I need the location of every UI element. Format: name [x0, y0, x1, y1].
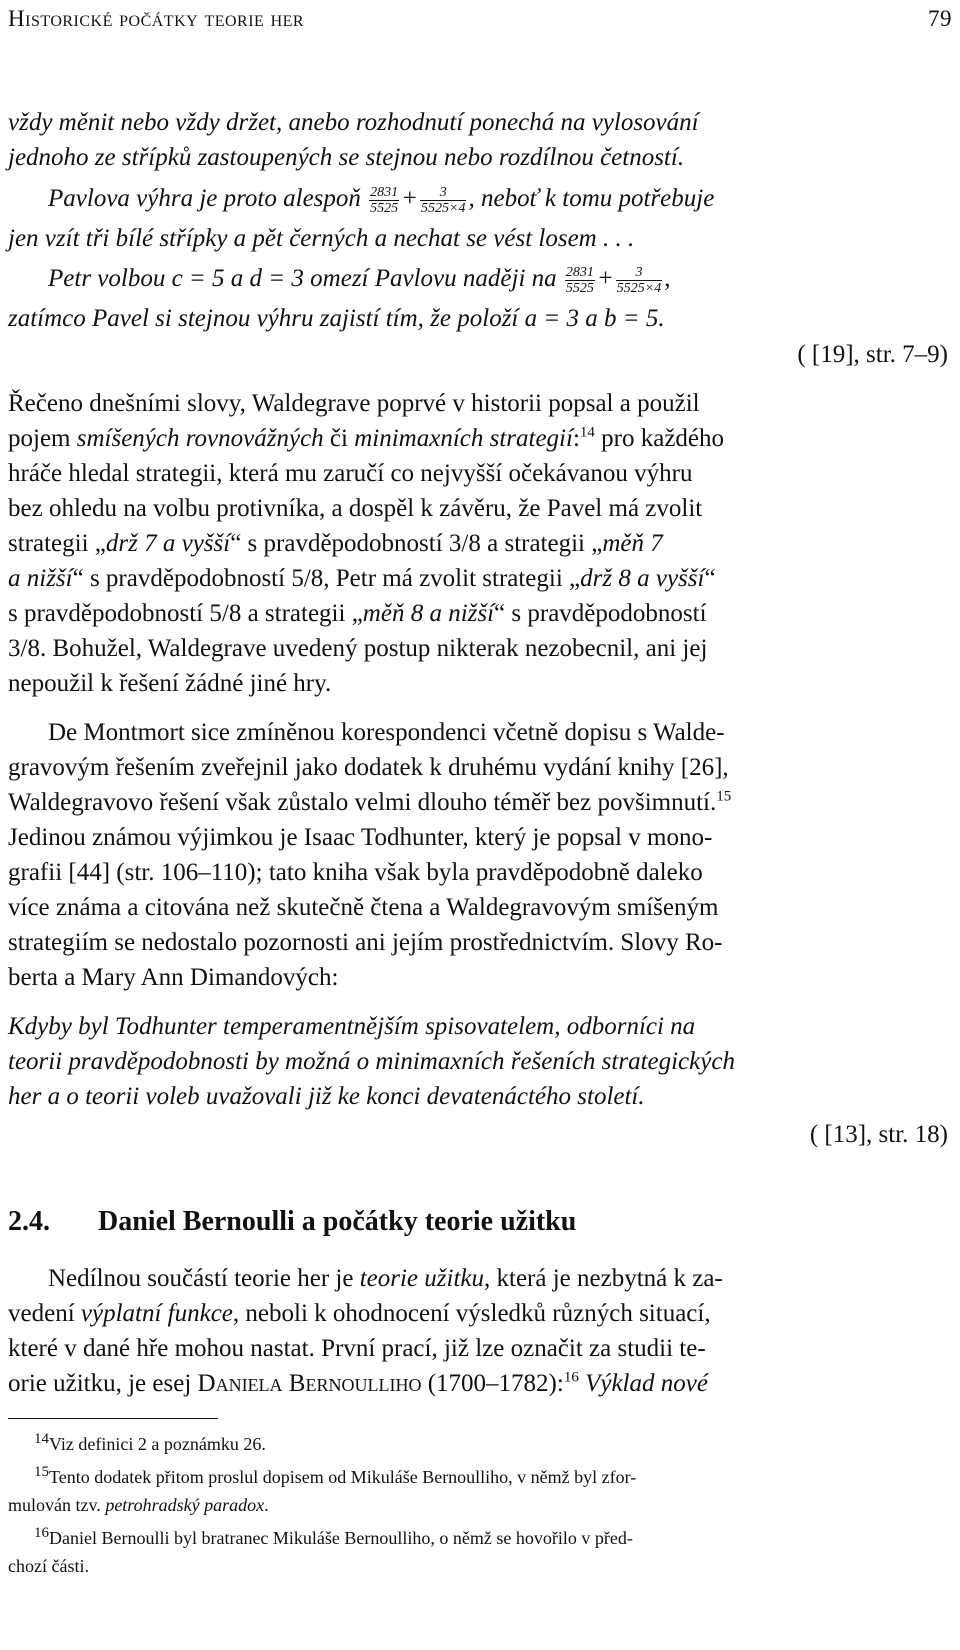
- quote-line: teorii pravděpodobnosti by možná o minimaxních řešeních strategických: [8, 1048, 735, 1075]
- footnote-ref[interactable]: 14: [579, 424, 595, 441]
- paragraph-line: Jedinou známou výjimkou je Isaac Todhunter, který je popsal v mono-: [8, 824, 713, 851]
- text: , která je nezbytná k za-: [484, 1265, 723, 1292]
- paragraph-line: které v dané hře mohou nastat. První prací, již lze označit za studii te-: [8, 1335, 706, 1362]
- footnote-text: Daniel Bernoulli byl bratranec Mikuláše Bernoulliho, o němž se hovořilo v před-: [49, 1528, 633, 1548]
- quote-line: zatímco Pavel si stejnou výhru zajistí tím, že položí a = 3 a b = 5.: [8, 305, 665, 332]
- emphasis-text: a nižší: [8, 565, 73, 592]
- emphasis-text: drž 7 a vyšší: [105, 530, 231, 557]
- fraction: [616, 265, 662, 296]
- footnote-16-continued: chozí části.: [8, 1556, 89, 1576]
- quote-line: Kdyby byl Todhunter temperamentnějším spisovatelem, odborníci na: [8, 1013, 696, 1040]
- footnote-text: Tento dodatek přitom proslul dopisem od Mikuláše Bernoulliho, v němž byl zfor-: [49, 1467, 637, 1487]
- numerator: 2831: [565, 264, 594, 280]
- text: “: [704, 565, 716, 592]
- text: :: [572, 425, 580, 452]
- numerator: 2831: [370, 184, 399, 200]
- quote-line: vždy měnit nebo vždy držet, anebo rozhodnutí ponechá na vylosování: [8, 109, 699, 136]
- text: (1700–1782):: [421, 1370, 564, 1397]
- footnote-number: 16: [34, 1525, 49, 1541]
- text: či: [323, 425, 355, 452]
- numerator: 3: [420, 185, 466, 201]
- section-heading: [8, 1206, 576, 1238]
- footnote-15: [8, 1465, 948, 1489]
- footnote-number: 15: [34, 1464, 49, 1480]
- paragraph-line: [8, 599, 948, 629]
- quote-text: Petr volbou c = 5 a d = 3 omezí Pavlovu naději na: [48, 265, 557, 292]
- text: vedení: [8, 1300, 81, 1327]
- emphasis-text: měň 7: [602, 530, 663, 557]
- quote-line: her a o teorii voleb uvažovali již ke konci devatenáctého století.: [8, 1083, 645, 1110]
- footnote-number: 14: [34, 1431, 49, 1447]
- paragraph-line: nepoužil k řešení žádné jiné hry.: [8, 670, 332, 697]
- paragraph-line: [8, 424, 948, 454]
- emphasis-text: Výklad nové: [578, 1370, 708, 1397]
- section-title: Daniel Bernoulli a počátky teorie užitku: [98, 1206, 577, 1237]
- quote-citation: ( [13], str. 18): [809, 1121, 948, 1148]
- text: “ s pravděpodobností: [494, 600, 707, 627]
- paragraph-line: [8, 1264, 948, 1294]
- running-header: [8, 2, 952, 32]
- paragraph-line: De Montmort sice zmíněnou korespondenci včetně dopisu s Walde-: [48, 719, 725, 746]
- quote-line: jen vzít tři bílé střípky a pět černých a nechat se vést losem . . .: [8, 225, 635, 252]
- denominator: 5525: [565, 280, 594, 296]
- paragraph-line: [8, 1299, 948, 1329]
- quote-line-fraction: [8, 184, 948, 216]
- text: Nedílnou součástí teorie her je: [48, 1265, 360, 1292]
- text: s pravděpodobností 5/8 a strategii „: [8, 600, 363, 627]
- denominator: 5525×4: [421, 200, 466, 216]
- author-name: Daniela Bernoulliho: [197, 1370, 422, 1397]
- quote-text: Pavlova výhra je proto alespoň: [48, 185, 361, 212]
- footnote-text: .: [264, 1495, 269, 1515]
- emphasis-text: výplatní funkce: [80, 1300, 233, 1327]
- plus-sign: +: [401, 185, 419, 212]
- emphasis-text: minimaxních strategií: [354, 425, 573, 452]
- emphasis-text: teorie užitku: [359, 1265, 484, 1292]
- paragraph-line: [8, 564, 948, 594]
- paragraph-line: 3/8. Bohužel, Waldegrave uvedený postup nikterak nezobecnil, ani jej: [8, 635, 708, 662]
- text: , neboli k ohodnocení výsledků různých situací,: [232, 1300, 711, 1327]
- paragraph-line: strategiím se nedostalo pozornosti ani jejím prostřednictvím. Slovy Ro-: [8, 929, 723, 956]
- page-number: 79: [928, 6, 952, 31]
- quote-line-fraction: [8, 264, 948, 296]
- section-number: 2.4.: [8, 1206, 50, 1237]
- footnote-ref[interactable]: 15: [716, 788, 732, 805]
- footnote-15-continued: [8, 1493, 948, 1517]
- quote-text: , neboť k tomu potřebuje: [468, 185, 715, 212]
- quote-line: jednoho ze střípků zastoupených se stejnou nebo rozdílnou četností.: [8, 144, 685, 171]
- emphasis-text: drž 8 a vyšší: [580, 565, 705, 592]
- footnote-ref[interactable]: 16: [563, 1369, 579, 1386]
- footnote-text: mulován tzv.: [8, 1495, 106, 1515]
- emphasis-text: smíšených rovnovážných: [76, 425, 324, 452]
- paragraph-line: grafii [44] (str. 106–110); tato kniha však byla pravděpodobně daleko: [8, 859, 703, 886]
- fraction: [369, 185, 399, 216]
- text: strategii „: [8, 530, 106, 557]
- footnote-14: [8, 1432, 948, 1456]
- paragraph-line: berta a Mary Ann Dimandových:: [8, 964, 339, 991]
- paragraph-line: hráče hledal strategii, která mu zaručí co nejvyšší očekávanou výhru: [8, 460, 693, 487]
- text: pojem: [8, 425, 77, 452]
- emphasis-text: petrohradský paradox: [105, 1495, 265, 1515]
- paragraph-line: bez ohledu na volbu protivníka, a dospěl k závěru, že Pavel má zvolit: [8, 495, 703, 522]
- paragraph-line: více známa a citována než skutečně čtena a Waldegravovým smíšeným: [8, 894, 719, 921]
- text: Waldegravovo řešení však zůstalo velmi dlouho téměř bez povšimnutí.: [8, 789, 717, 816]
- denominator: 5525×4: [616, 280, 662, 296]
- paragraph-line: gravovým řešením zveřejnil jako dodatek k druhému vydání knihy [26],: [8, 754, 729, 781]
- paragraph-line: [8, 1369, 948, 1399]
- footnote-16: [8, 1526, 948, 1550]
- fraction: [565, 265, 595, 296]
- numerator: 3: [616, 265, 662, 281]
- quote-citation: ( [19], str. 7–9): [797, 341, 948, 368]
- plus-sign: +: [596, 265, 614, 292]
- paragraph-line: [8, 788, 948, 818]
- text: “ s pravděpodobností 3/8 a strategii „: [230, 530, 603, 557]
- footnote-text: Viz definici 2 a poznámku 26.: [49, 1434, 266, 1454]
- fraction: [420, 185, 466, 216]
- footnote-rule: [8, 1418, 218, 1419]
- text: orie užitku, je esej: [8, 1370, 198, 1397]
- text: “ s pravděpodobností 5/8, Petr má zvolit strategii „: [72, 565, 581, 592]
- paragraph-line: Řečeno dnešními slovy, Waldegrave poprvé v historii popsal a použil: [8, 390, 700, 417]
- emphasis-text: měň 8 a nižší: [362, 600, 495, 627]
- quote-text: ,: [664, 265, 671, 292]
- paragraph-line: [8, 529, 948, 559]
- denominator: 5525: [370, 200, 399, 216]
- running-title: Historické počátky teorie her: [8, 6, 305, 31]
- text: pro každého: [594, 425, 725, 452]
